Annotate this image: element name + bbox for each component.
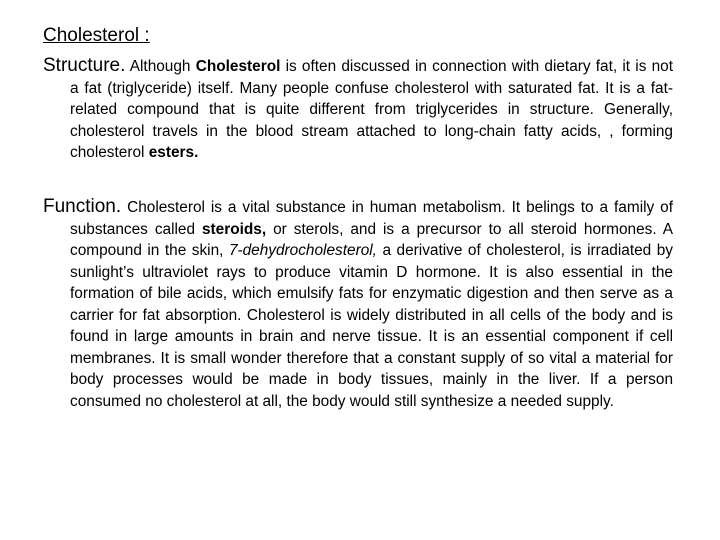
structure-bold-esters: esters.	[148, 144, 199, 161]
function-text-1: Cholesterol is a vital substance in human metabolism. It belings to a family of substances called	[70, 199, 673, 238]
structure-heading: Structure.	[43, 55, 126, 76]
structure-paragraph	[43, 55, 673, 164]
function-heading: Function.	[43, 196, 122, 217]
function-text-3: a derivative of cholesterol, is irradiated by sunlight’s ultraviolet rays to produce vitamin D hormone. It is also essential in the formation of bile acids, which emulsify fats for enzymatic digestion and then serve as a carrier for fat absorption. Cholesterol is widely distributed in all cells of the body and is found in large amounts in brain and nerve tissue. It is an essential component if cell membranes. It is small wonder therefore that a constant supply of so vital a material for body processes would be made in body tissues, mainly in the liver. If a person consumed no cholesterol at all, the body would still synthesize a needed supply.	[70, 242, 674, 410]
page-title: Cholesterol :	[43, 25, 150, 46]
function-paragraph	[43, 196, 673, 412]
function-bold-steroids: steroids,	[202, 220, 267, 238]
function-italic-compound: 7-dehydrocholesterol,	[228, 242, 377, 259]
structure-text-2: is often discussed in connection with dietary fat, it is not a fat (triglyceride) itself. Many people confuse cholesterol with saturated fat. It is a fat-related compound that is quite different from triglycerides in structure. Generally, cholesterol travels in the blood stream attached to long-chain fatty acids, , forming cholesterol	[70, 58, 673, 161]
structure-text-1: Although	[125, 58, 196, 75]
structure-bold-cholesterol: Cholesterol	[195, 58, 281, 75]
function-text-2: or sterols, and is a precursor to all steroid hormones. A compound in the skin,	[70, 220, 673, 259]
